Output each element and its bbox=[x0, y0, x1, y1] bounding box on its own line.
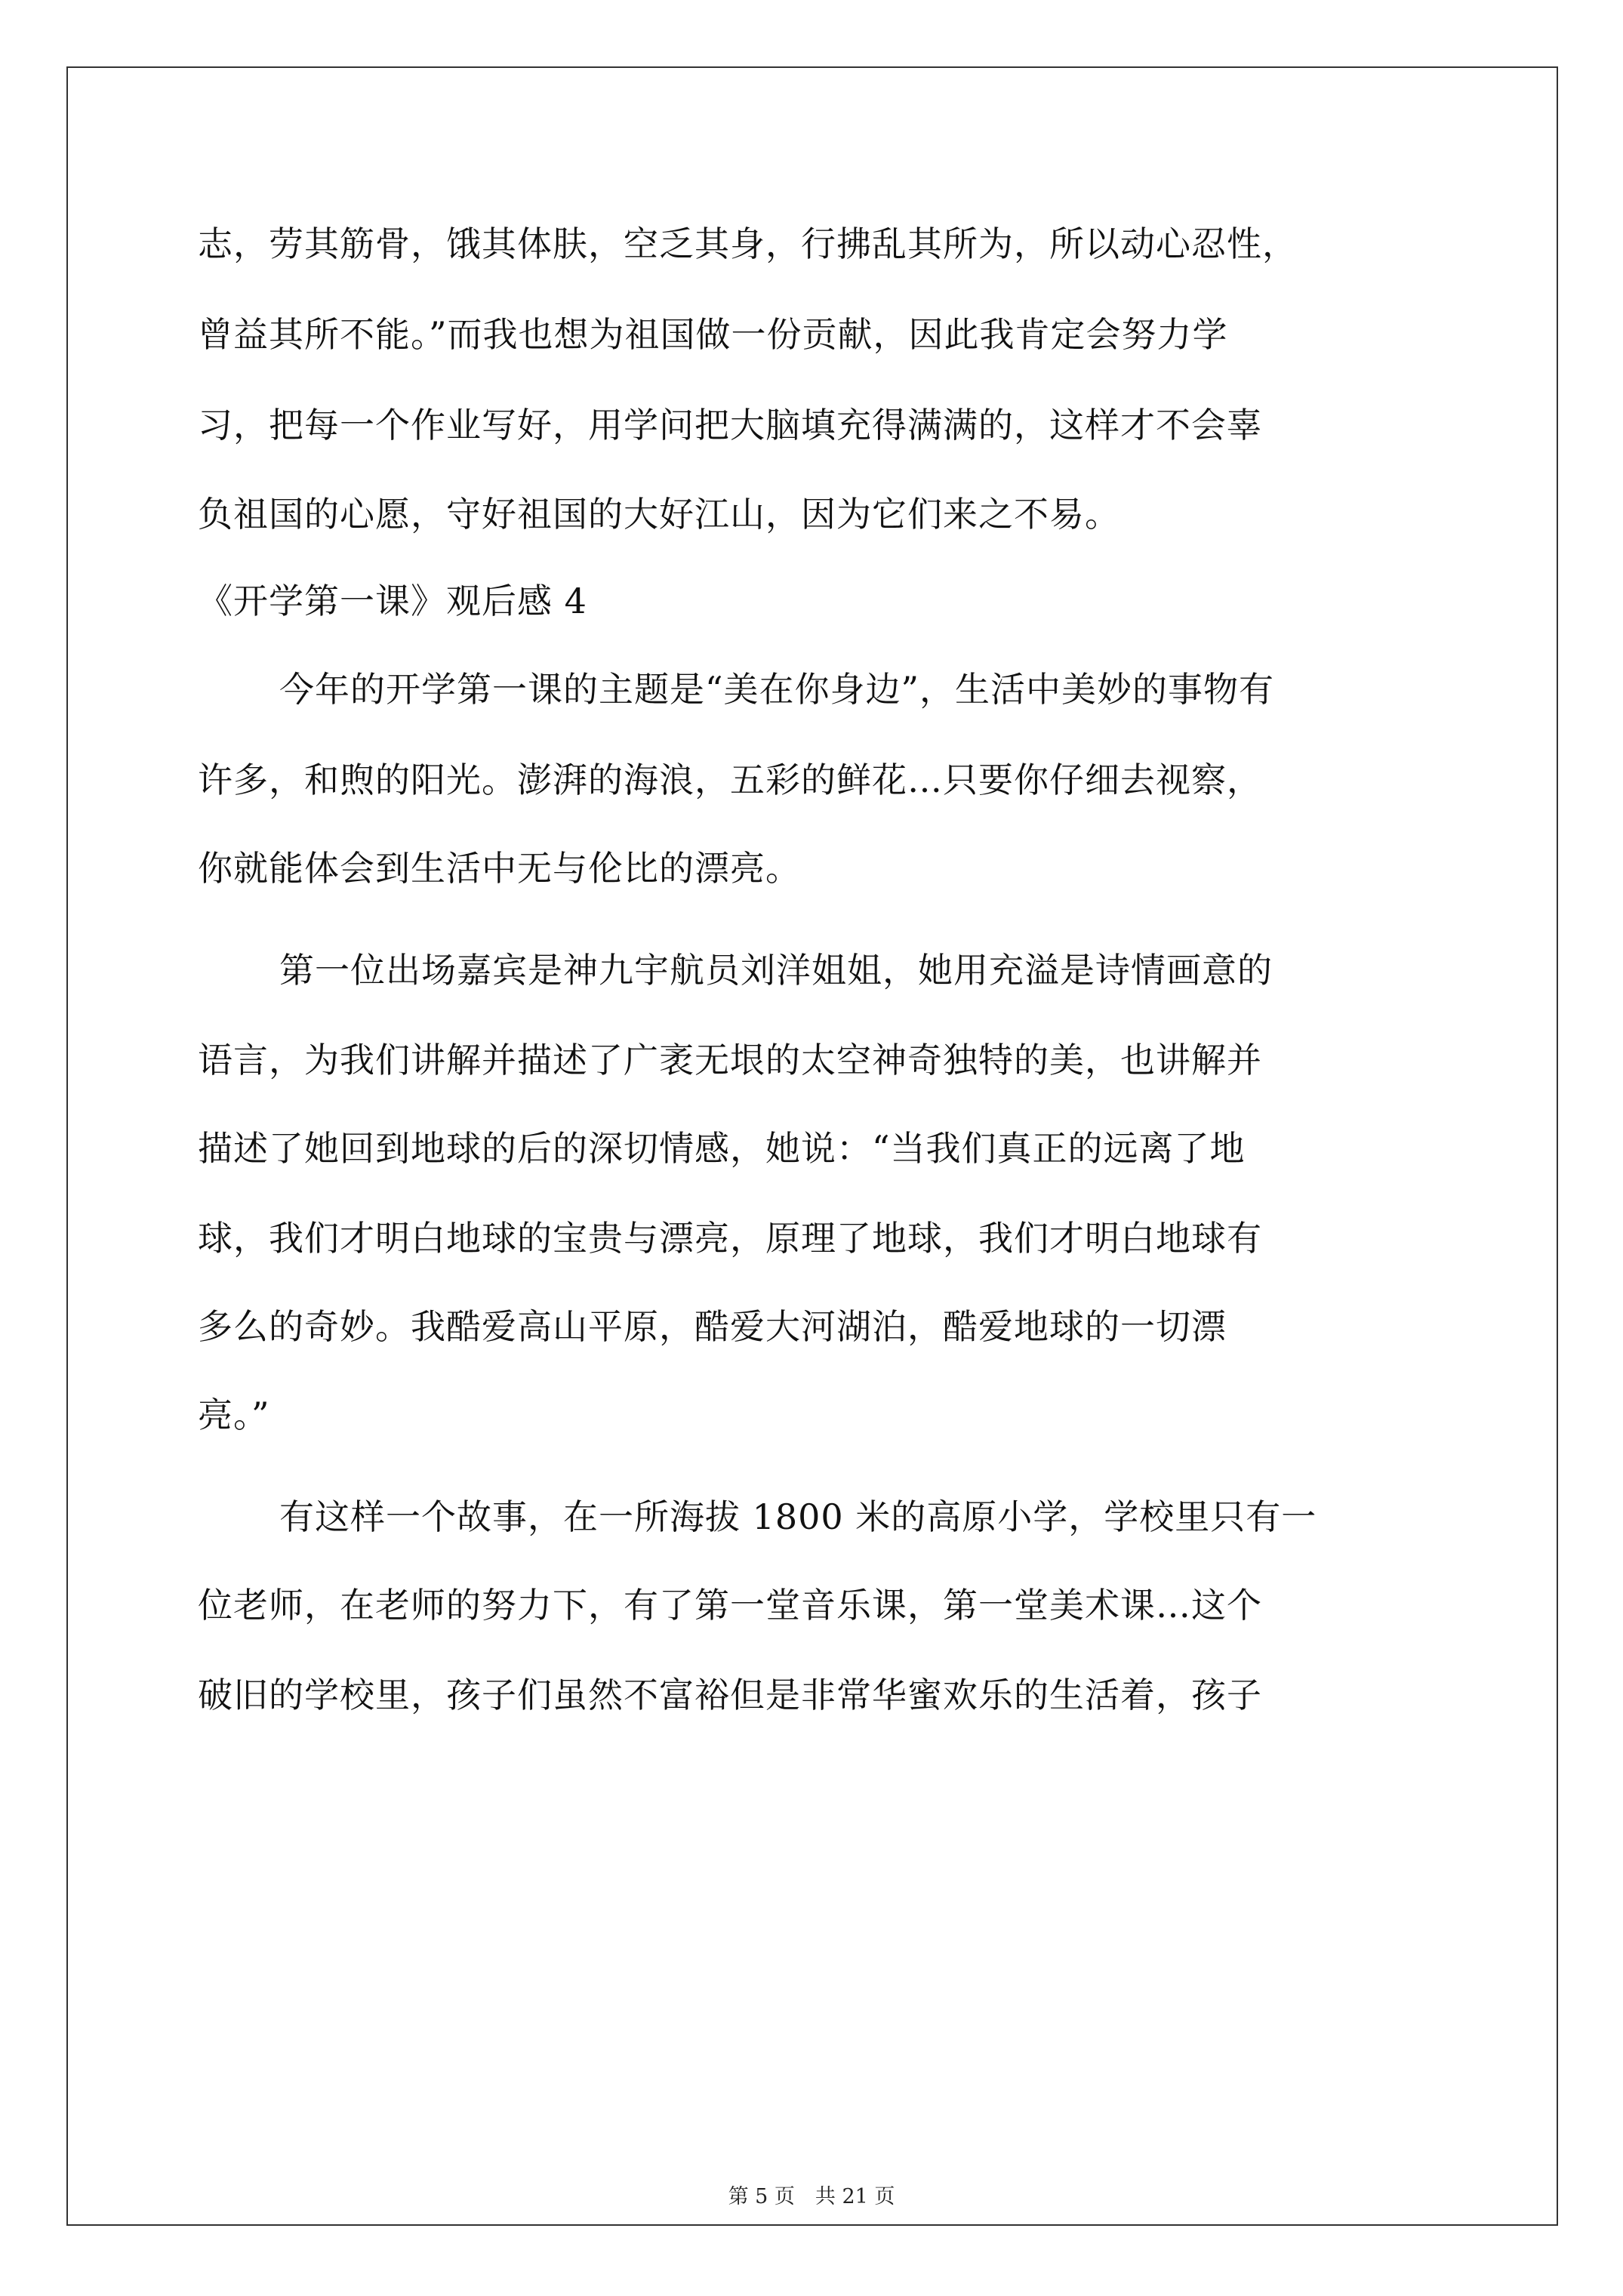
paragraph-line: 许多，和煦的阳光。澎湃的海浪，五彩的鲜花…只要你仔细去视察， bbox=[198, 760, 1262, 800]
paragraph-line: 描述了她回到地球的后的深切情感，她说：“当我们真正的远离了地 bbox=[198, 1128, 1246, 1169]
paragraph-line: 你就能体会到生活中无与伦比的漂亮。 bbox=[198, 848, 801, 889]
paragraph-line: 多么的奇妙。我酷爱高山平原，酷爱大河湖泊，酷爱地球的一切漂 bbox=[198, 1306, 1227, 1347]
paragraph-line: 第一位出场嘉宾是神九宇航员刘洋姐姐，她用充溢是诗情画意的 bbox=[279, 950, 1273, 991]
section-heading: 《开学第一课》观后感 4 bbox=[198, 581, 587, 621]
paragraph-line: 负祖国的心愿，守好祖国的大好江山，因为它们来之不易。 bbox=[198, 494, 1120, 535]
paragraph-line: 今年的开学第一课的主题是“美在你身边”，生活中美妙的事物有 bbox=[279, 669, 1275, 710]
paragraph-line: 有这样一个故事，在一所海拔 1800 米的高原小学，学校里只有一 bbox=[279, 1496, 1317, 1537]
paragraph-line: 志，劳其筋骨，饿其体肤，空乏其身，行拂乱其所为，所以动心忍性， bbox=[198, 223, 1298, 264]
page-number: 第 5 页 共 21 页 bbox=[728, 2185, 895, 2208]
paragraph-line: 破旧的学校里，孩子们虽然不富裕但是非常华蜜欢乐的生活着，孩子 bbox=[198, 1675, 1262, 1715]
paragraph-line: 球，我们才明白地球的宝贵与漂亮，原理了地球，我们才明白地球有 bbox=[198, 1218, 1262, 1259]
paragraph-line: 曾益其所不能。”而我也想为祖国做一份贡献，因此我肯定会努力学 bbox=[198, 314, 1228, 355]
paragraph-line: 位老师，在老师的努力下，有了第一堂音乐课，第一堂美术课…这个 bbox=[198, 1585, 1262, 1626]
paragraph-line: 习，把每一个作业写好，用学问把大脑填充得满满的，这样才不会辜 bbox=[198, 405, 1262, 445]
paragraph-line: 亮。” bbox=[198, 1395, 270, 1435]
paragraph-line: 语言，为我们讲解并描述了广袤无垠的太空神奇独特的美，也讲解并 bbox=[198, 1040, 1262, 1080]
